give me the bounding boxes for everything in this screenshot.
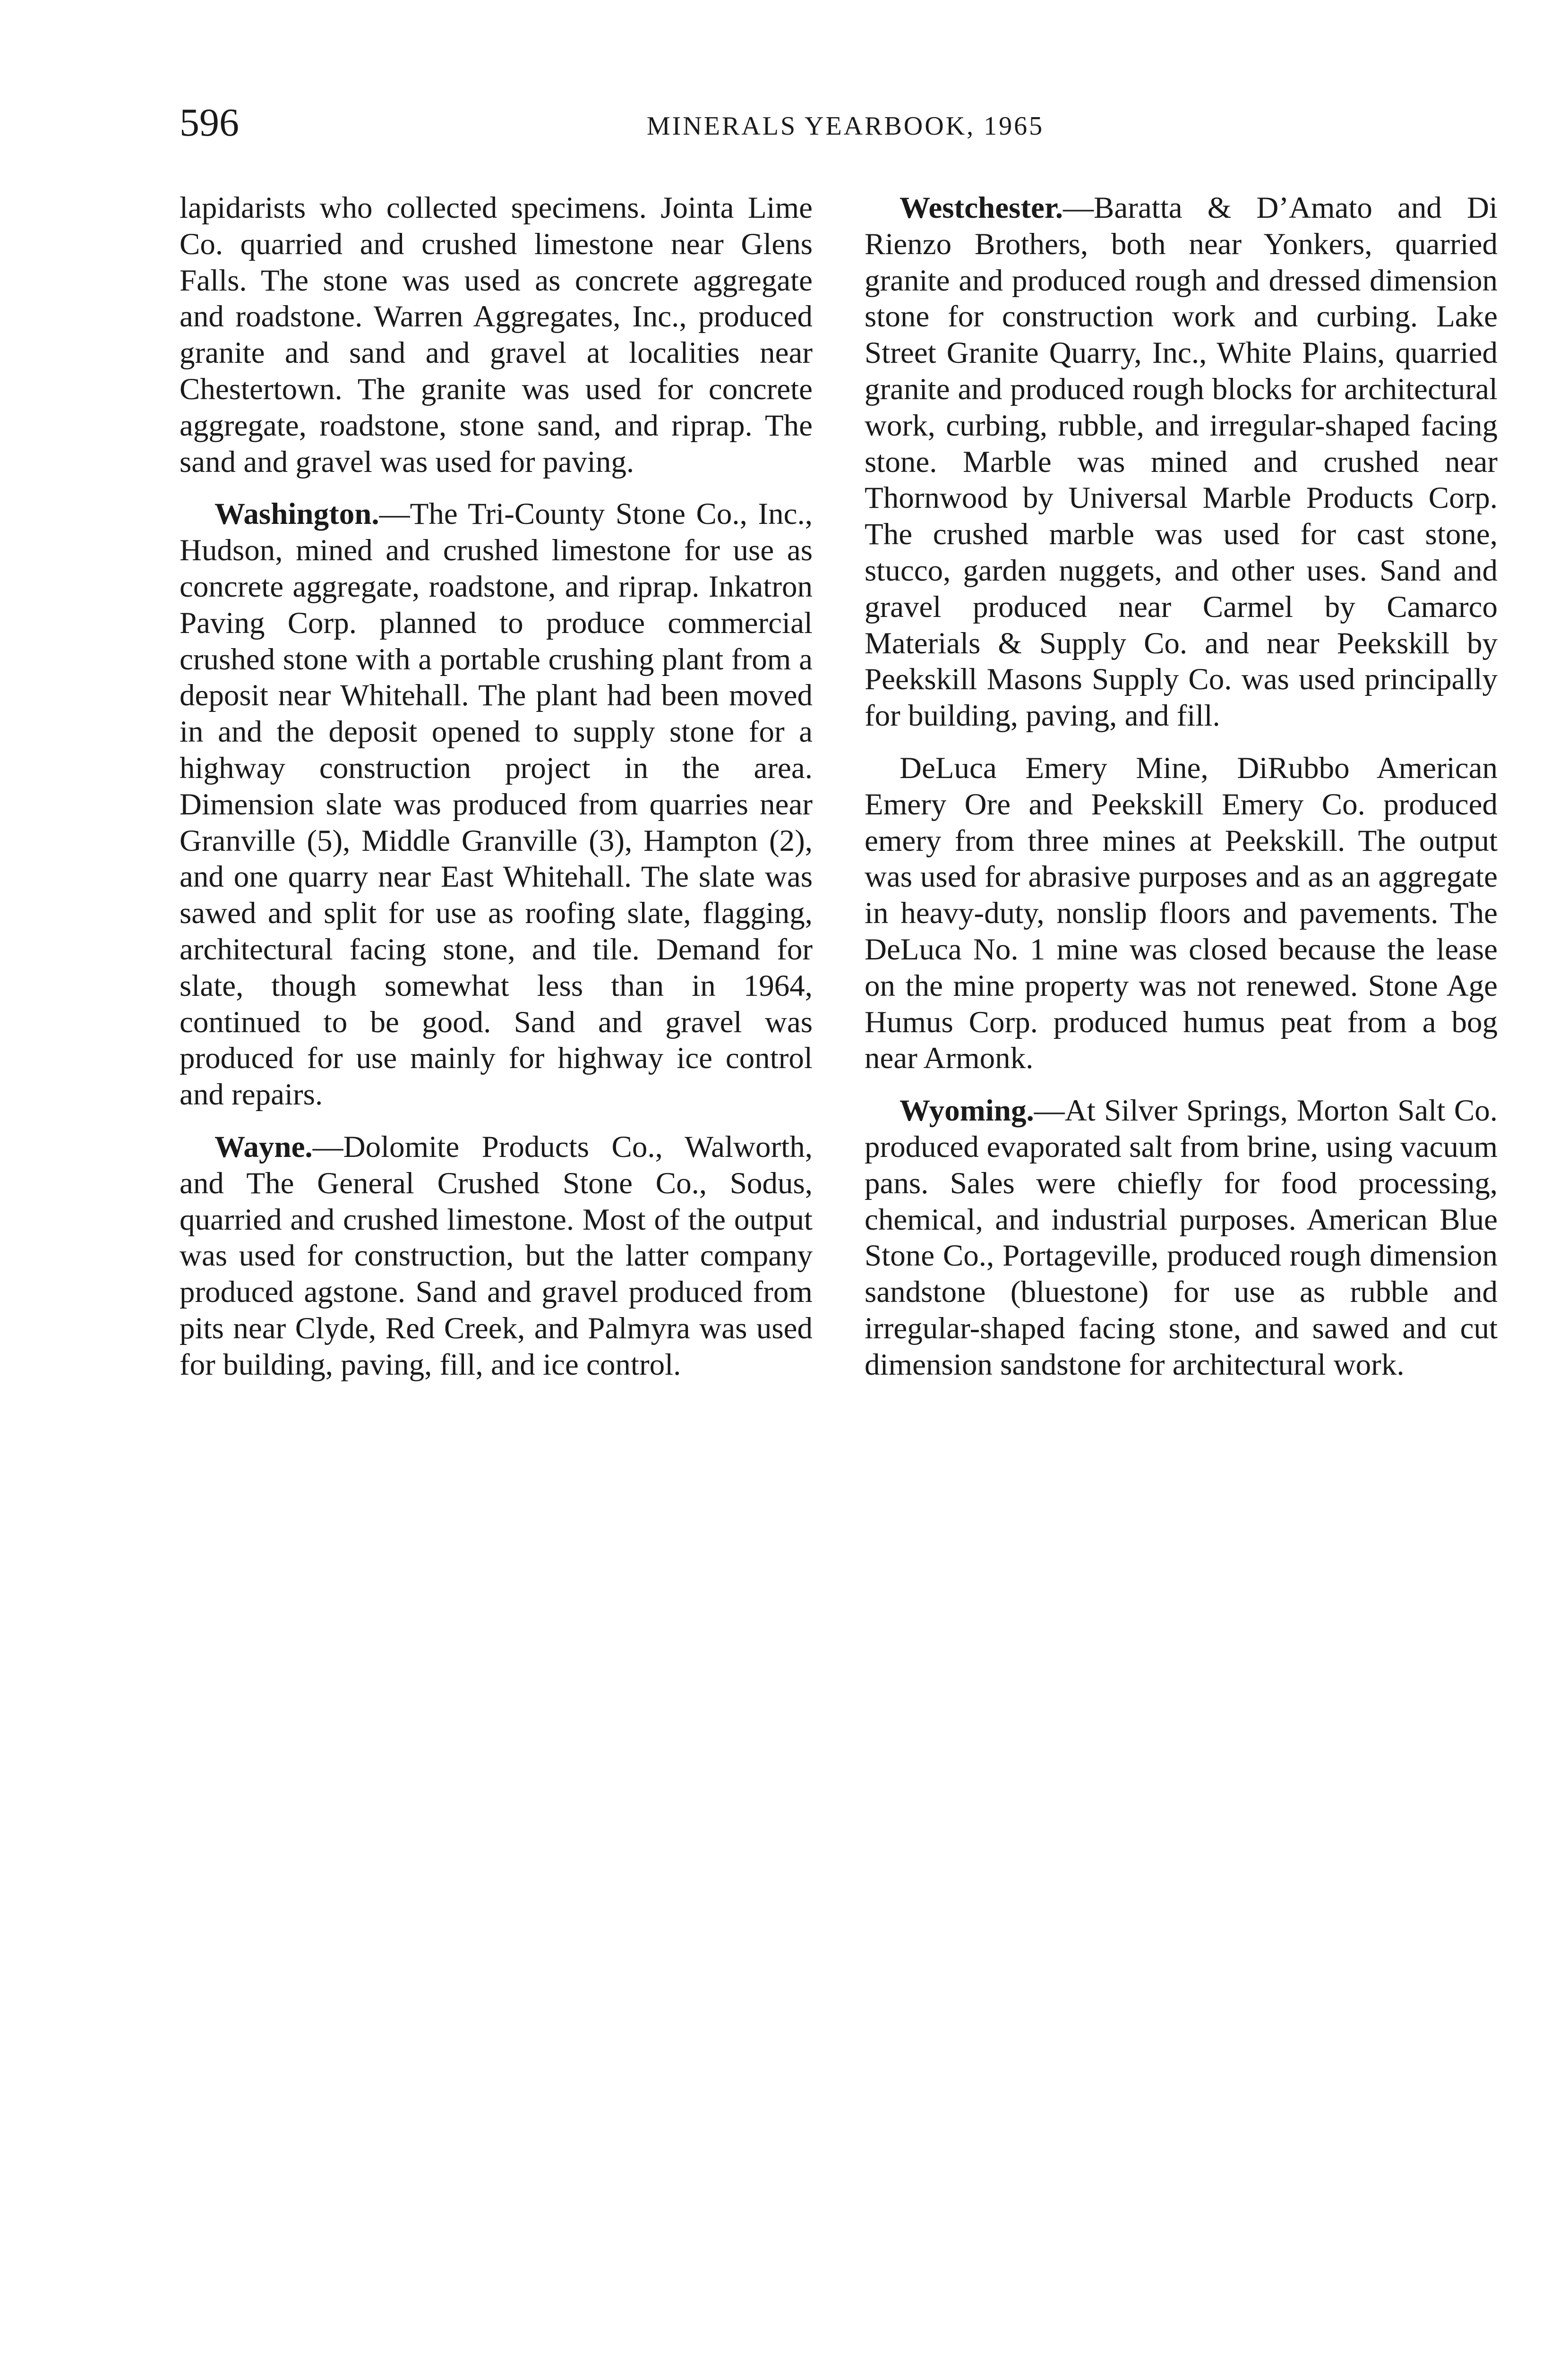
paragraph-washington	[180, 496, 813, 1113]
paragraph-wayne	[180, 1129, 813, 1383]
county-heading-wayne: Wayne.	[214, 1130, 313, 1164]
right-column	[865, 190, 1498, 1399]
county-heading-wyoming: Wyoming.	[900, 1094, 1034, 1128]
paragraph-wyoming	[865, 1093, 1498, 1383]
paragraph-wyoming-text: —At Silver Springs, Morton Salt Co. produced evaporated salt from brine, using vacuum pans. Sales were chiefly for food processing, chemical, and industrial purposes. American Blue Stone Co., Portageville, produced rough dimension sandstone (bluestone) for use as rubble and irregular-shaped facing stone, and sawed and cut dimension sandstone for architectural work.	[865, 1094, 1498, 1382]
running-head: MINERALS YEARBOOK, 1965	[646, 111, 1045, 141]
county-heading-washington: Washington.	[214, 497, 379, 531]
county-heading-westchester: Westchester.	[900, 191, 1063, 225]
paragraph-westchester	[865, 190, 1498, 734]
paragraph-westchester-text: —Baratta & D’Amato and Di Rienzo Brothers, both near Yonkers, quarried granite and produced rough and dressed dimension stone for construction work and curbing. Lake Street Granite Quarry, Inc., White Plains, quarried granite and produced rough blocks for architectural work, curbing, rubble, and irregular-shaped facing stone. Marble was mined and crushed near Thornwood by Universal Marble Products Corp. The crushed marble was used for cast stone, stucco, garden nuggets, and other uses. Sand and gravel produced near Carmel by Camarco Materials & Supply Co. and near Peekskill by Peekskill Masons Supply Co. was used principally for building, paving, and fill.	[865, 191, 1498, 733]
paragraph-washington-text: —The Tri-County Stone Co., Inc., Hudson, mined and crushed limestone for use as concrete aggregate, roadstone, and riprap. Inkatron Paving Corp. planned to produce commercial crushed stone with a portable crushing plant from a deposit near Whitehall. The plant had been moved in and the deposit opened to supply stone for a highway construction project in the area. Dimension slate was produced from quarries near Granville (5), Middle Granville (3), Hampton (2), and one quarry near East Whitehall. The slate was sawed and split for use as roofing slate, flagging, architectural facing stone, and tile. Demand for slate, though somewhat less than in 1964, continued to be good. Sand and gravel was produced for use mainly for highway ice control and repairs.	[180, 497, 813, 1112]
page-header	[180, 97, 1511, 149]
paragraph-deluca: DeLuca Emery Mine, DiRubbo American Emery Ore and Peekskill Emery Co. produced emery from three mines at Peekskill. The output was used for abrasive purposes and as an aggregate in heavy-duty, nonslip floors and pavements. The DeLuca No. 1 mine was closed because the lease on the mine property was not renewed. Stone Age Humus Corp. produced humus peat from a bog near Armonk.	[865, 751, 1498, 1076]
paragraph-continuation: lapidarists who collected specimens. Jointa Lime Co. quarried and crushed limestone near Glens Falls. The stone was used as concrete aggregate and roadstone. Warren Aggregates, Inc., produced granite and sand and gravel at localities near Chestertown. The granite was used for concrete aggregate, roadstone, stone sand, and riprap. The sand and gravel was used for paving.	[180, 191, 813, 479]
paragraph-wayne-text: —Dolomite Products Co., Walworth, and The General Crushed Stone Co., Sodus, quarried and crushed limestone. Most of the output was used for construction, but the latter company produced agstone. Sand and gravel produced from pits near Clyde, Red Creek, and Palmyra was used for building, paving, fill, and ice control.	[180, 1130, 813, 1382]
page-number: 596	[180, 101, 239, 145]
left-column	[180, 190, 813, 1399]
